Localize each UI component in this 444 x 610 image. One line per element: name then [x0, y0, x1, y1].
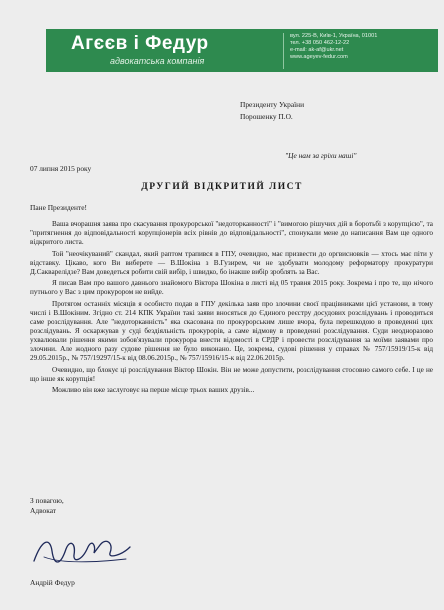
- closing-role: Адвокат: [30, 506, 57, 515]
- handwritten-signature: [30, 533, 150, 569]
- contact-website: www.ageyev-fedur.com: [290, 54, 348, 60]
- addressee-title: Президенту України: [240, 100, 305, 109]
- closing-block: [30, 496, 64, 516]
- contact-phone: тел. +38 050 462-12-22: [290, 40, 350, 46]
- slogan: "Це нам за гріхи наші": [285, 151, 357, 160]
- body-paragraph: Ваша вчорашня заява про скасування прокурорської "недоторканності" і "вимогою рішучих дій в боротьбі з корупцією", та "притягнення до відповідальності корупціонерів всіх рівнів до відповідальності", спонукали мене до написання Вам ще одного відкритого листа.: [30, 220, 433, 246]
- body-paragraph: Я писав Вам про вашого давнього знайомого Віктора Шокіна в листі від 05 травня 2015 року. Зокрема і про те, що нічого путнього у Вас з цим прокурором не вийде.: [30, 279, 433, 297]
- letter-body: [30, 220, 433, 398]
- body-paragraph: Той "неочікуваний" скандал, який раптом трапився в ГПУ, очевидно, має призвести до оргвисновків — хтось має піти у відставку. Цікаво, кого Ви виберете — В.Шокіна з В.Гузирем, чи не здобувати молодому реформатору прокуратури Д.Сакварелідзе? Вам доведеться робити свій вибір, і швидко, бо інакше вибір зроблять за Вас.: [30, 249, 433, 276]
- body-paragraph: Протягом останніх місяців я особисто подав в ГПУ декілька заяв про злочини своєї працівниками цієї установи, в тому числі і В.Шокіним. Згідно ст. 214 КПК України такі заяви вносяться до Єдиного реєстру досудових розслідувань і проводиться саме розслідування. Але "недоторканність" яка скасована по прокурорським лише вчора, була перешкодою в проведенні цих розслідувань. Я оскаржував у суді бездіяльність прокурорів, а саме відмову в проведенні розслідування. Суди неодноразово ухвалювали рішення якими зобов'язували прокурора внести відомості в СРДР і провести розслідування за моїми заявами про злочини. Але жодного разу судове рішення не було виконано. Це, зокрема, судові рішення у справах № 757/15919/15-к від 29.05.2015р., № 757/19297/15-к від 08.06.2015р., № 757/15916/15-к від 22.06.2015р.: [30, 300, 433, 362]
- firm-contacts: [290, 33, 435, 61]
- signer-name: Андрій Федур: [30, 578, 75, 587]
- letterhead-divider: [283, 33, 284, 69]
- addressee-block: [240, 99, 304, 123]
- letter-title: ДРУГИЙ ВІДКРИТИЙ ЛИСТ: [141, 182, 303, 192]
- firm-subtitle: адвокатська компанія: [110, 56, 205, 66]
- body-paragraph: Очевидно, що блокує ці розслідування Віктор Шокін. Він не може допустити, розслідування стосовно самого себе. І це не що інше як корупція!: [30, 365, 433, 383]
- letterhead-banner: [46, 29, 438, 72]
- salutation: Пане Президенте!: [30, 203, 87, 212]
- firm-name: Агєєв і Федур: [71, 33, 209, 54]
- body-paragraph: Можливо він вже заслуговує на перше місце трьох ваших друзів...: [52, 386, 255, 395]
- closing-regards: З повагою,: [30, 496, 64, 505]
- letter-date: 07 липня 2015 року: [30, 164, 92, 173]
- contact-email: e-mail: ak-af@ukr.net: [290, 47, 344, 53]
- addressee-name: Порошенку П.О.: [240, 112, 293, 121]
- contact-address: вул. 225-В, Київ-1, Україна, 01001: [290, 33, 378, 39]
